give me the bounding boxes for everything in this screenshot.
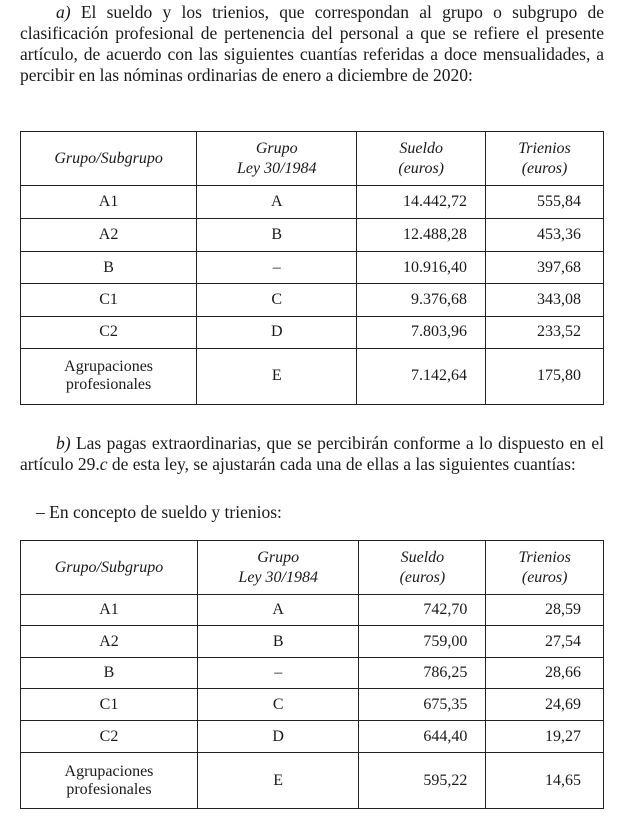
table-row xyxy=(21,689,604,721)
cell-trienios: 397,68 xyxy=(486,252,604,284)
header-salary-text: Sueldo (euros) xyxy=(399,548,446,586)
header-trienios-text: Trienios (euros) xyxy=(518,548,571,586)
paragraph-b-text-1: Las pagas extraordinarias, que se percibirán conforme a lo dispuesto en el artículo 29. xyxy=(20,433,605,474)
header-group-law xyxy=(197,132,357,186)
cell-group: E xyxy=(197,753,358,809)
table-extra-pay xyxy=(20,540,604,809)
cell-salary: 12.488,28 xyxy=(357,219,486,252)
header-group-subgroup: Grupo/Subgrupo xyxy=(21,132,197,186)
cell-trienios: 14,65 xyxy=(486,753,604,809)
header-salary xyxy=(359,541,486,595)
cell-subgroup: A1 xyxy=(21,595,198,626)
cell-salary: 7.803,96 xyxy=(357,316,486,348)
table-row xyxy=(21,252,604,284)
cell-trienios: 453,36 xyxy=(486,219,604,252)
cell-group: A xyxy=(197,595,358,626)
cell-trienios: 175,80 xyxy=(486,348,604,404)
paragraph-b xyxy=(20,433,604,475)
table-row xyxy=(21,721,604,753)
cell-group: C xyxy=(197,689,358,721)
cell-trienios: 28,66 xyxy=(486,658,604,689)
cell-subgroup: C2 xyxy=(21,316,197,348)
cell-group: E xyxy=(197,348,357,404)
cell-subgroup-text: Agrupaciones profesionales xyxy=(64,762,154,798)
cell-subgroup xyxy=(21,348,197,404)
cell-group: D xyxy=(197,316,357,348)
cell-subgroup: B xyxy=(21,252,197,284)
cell-salary: 644,40 xyxy=(359,721,486,753)
header-trienios xyxy=(486,132,604,186)
cell-salary: 9.376,68 xyxy=(357,284,486,316)
cell-salary: 759,00 xyxy=(359,626,486,658)
header-group-subgroup: Grupo/Subgrupo xyxy=(21,541,198,595)
cell-trienios: 28,59 xyxy=(486,595,604,626)
cell-salary: 595,22 xyxy=(359,753,486,809)
cell-trienios: 233,52 xyxy=(486,316,604,348)
cell-trienios: 555,84 xyxy=(486,186,604,219)
cell-subgroup: A2 xyxy=(21,219,197,252)
cell-subgroup: A1 xyxy=(21,186,197,219)
cell-group: D xyxy=(197,721,358,753)
paragraph-a-lead: a) xyxy=(56,2,71,22)
cell-salary: 786,25 xyxy=(359,658,486,689)
header-trienios-text: Trienios (euros) xyxy=(518,139,571,177)
paragraph-a-text: El sueldo y los trienios, que correspondan al grupo o subgrupo de clasificación profesional de pertenencia del personal a que se refiere el presente artículo, de acuerdo con las siguientes cuantías referidas a doce mensualidades, a percibir en las nóminas ordinarias de enero a diciembre de 2020: xyxy=(20,2,604,85)
table-header-row xyxy=(21,132,604,186)
header-group-law-text: Grupo Ley 30/1984 xyxy=(236,139,317,177)
table-row xyxy=(21,219,604,252)
cell-group: B xyxy=(197,219,357,252)
cell-subgroup xyxy=(21,753,198,809)
cell-salary: 10.916,40 xyxy=(357,252,486,284)
cell-subgroup: B xyxy=(21,658,198,689)
cell-salary: 14.442,72 xyxy=(357,186,486,219)
header-salary-text: Sueldo (euros) xyxy=(398,139,444,177)
table-row xyxy=(21,186,604,219)
cell-subgroup: C2 xyxy=(21,721,198,753)
table-row xyxy=(21,595,604,626)
paragraph-a xyxy=(20,2,604,86)
cell-trienios: 343,08 xyxy=(486,284,604,316)
table-row xyxy=(21,348,604,404)
cell-trienios: 19,27 xyxy=(486,721,604,753)
cell-salary: 7.142,64 xyxy=(357,348,486,404)
cell-subgroup: C1 xyxy=(21,284,197,316)
paragraph-b-lead: b) xyxy=(56,433,71,453)
cell-group: – xyxy=(197,252,357,284)
cell-group: – xyxy=(197,658,358,689)
table-row xyxy=(21,626,604,658)
table-row xyxy=(21,658,604,689)
header-group-law xyxy=(197,541,358,595)
cell-group: B xyxy=(197,626,358,658)
table-annual-pay xyxy=(20,131,604,405)
cell-subgroup: C1 xyxy=(21,689,198,721)
cell-group: C xyxy=(197,284,357,316)
paragraph-b-text-2: de esta ley, se ajustarán cada una de ellas a las siguientes cuantías: xyxy=(107,454,576,474)
cell-salary: 742,70 xyxy=(359,595,486,626)
cell-trienios: 27,54 xyxy=(486,626,604,658)
table-header-row xyxy=(21,541,604,595)
cell-trienios: 24,69 xyxy=(486,689,604,721)
paragraph-b-body xyxy=(20,433,604,475)
header-trienios xyxy=(486,541,604,595)
cell-subgroup-text: Agrupaciones profesionales xyxy=(64,358,154,394)
article-ref: c xyxy=(99,454,108,474)
table-row xyxy=(21,753,604,809)
item-line: – En concepto de sueldo y trienios: xyxy=(36,502,282,522)
table-row xyxy=(21,284,604,316)
table-row xyxy=(21,316,604,348)
cell-salary: 675,35 xyxy=(359,689,486,721)
cell-subgroup: A2 xyxy=(21,626,198,658)
header-group-law-text: Grupo Ley 30/1984 xyxy=(238,548,318,586)
header-salary xyxy=(357,132,486,186)
cell-group: A xyxy=(197,186,357,219)
paragraph-a-body xyxy=(20,2,604,86)
